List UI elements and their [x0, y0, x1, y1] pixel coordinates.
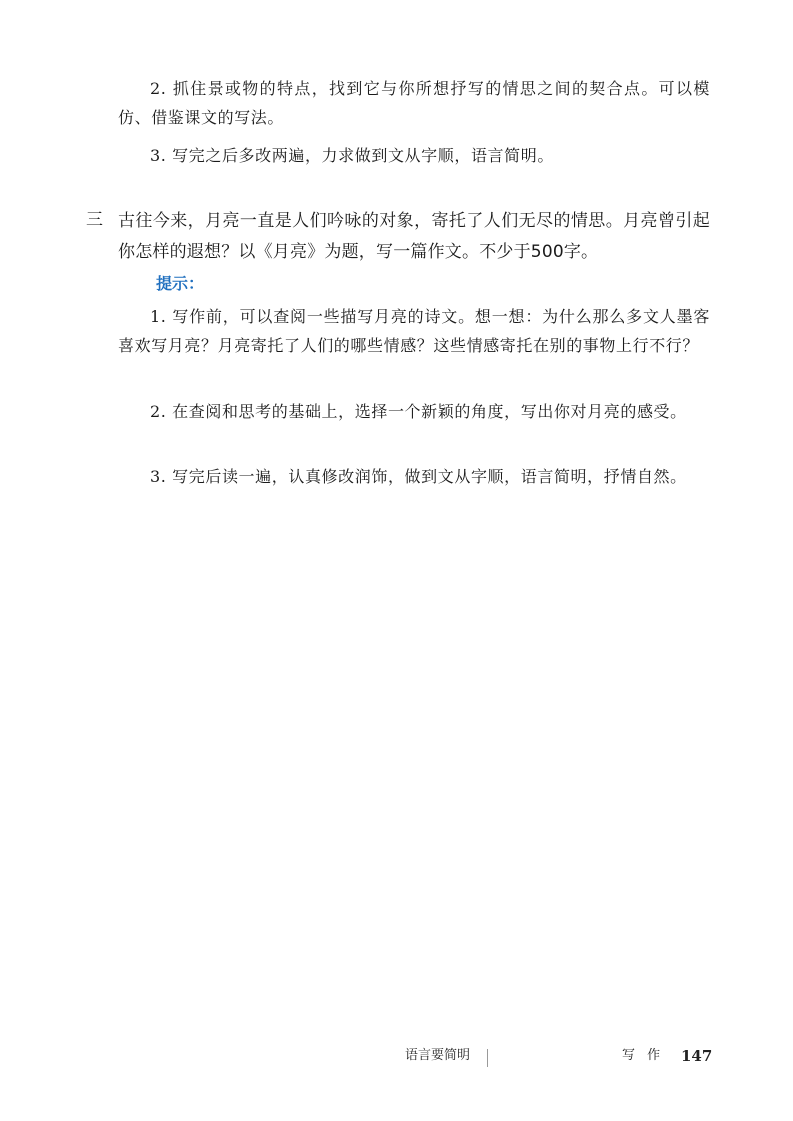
hint-tip-2: 2. 在查阅和思考的基础上，选择一个新颖的角度，写出你对月亮的感受。: [150, 402, 687, 421]
footer-unit-title: 语言要简明: [405, 1048, 471, 1063]
section-prompt: 古往今来，月亮一直是人们吟咏的对象，寄托了人们无尽的情思。月亮曾引起你怎样的遐想？以《月亮》为题，写一篇作文。不少于500字。: [118, 211, 710, 262]
footer-section-label: 写 作: [622, 1048, 665, 1063]
top-tip-3: 3. 写完之后多改两遍，力求做到文从字顺，语言简明。: [150, 146, 554, 165]
hint-tip-3: 3. 写完后读一遍，认真修改润饰，做到文从字顺，语言简明，抒情自然。: [150, 467, 687, 486]
hint-tip-1: 1. 写作前，可以查阅一些描写月亮的诗文。想一想：为什么那么多文人墨客喜欢写月亮？月亮寄托了人们的哪些情感？这些情感寄托在别的事物上行不行？: [118, 307, 710, 355]
footer-divider: [487, 1049, 488, 1067]
section-number: 三: [86, 210, 103, 230]
page-number: 147: [681, 1047, 713, 1065]
hint-label: 提示：: [156, 274, 205, 293]
top-tip-2: 2. 抓住景或物的特点，找到它与你所想抒写的情思之间的契合点。可以模仿、借鉴课文的写法。: [118, 79, 710, 127]
